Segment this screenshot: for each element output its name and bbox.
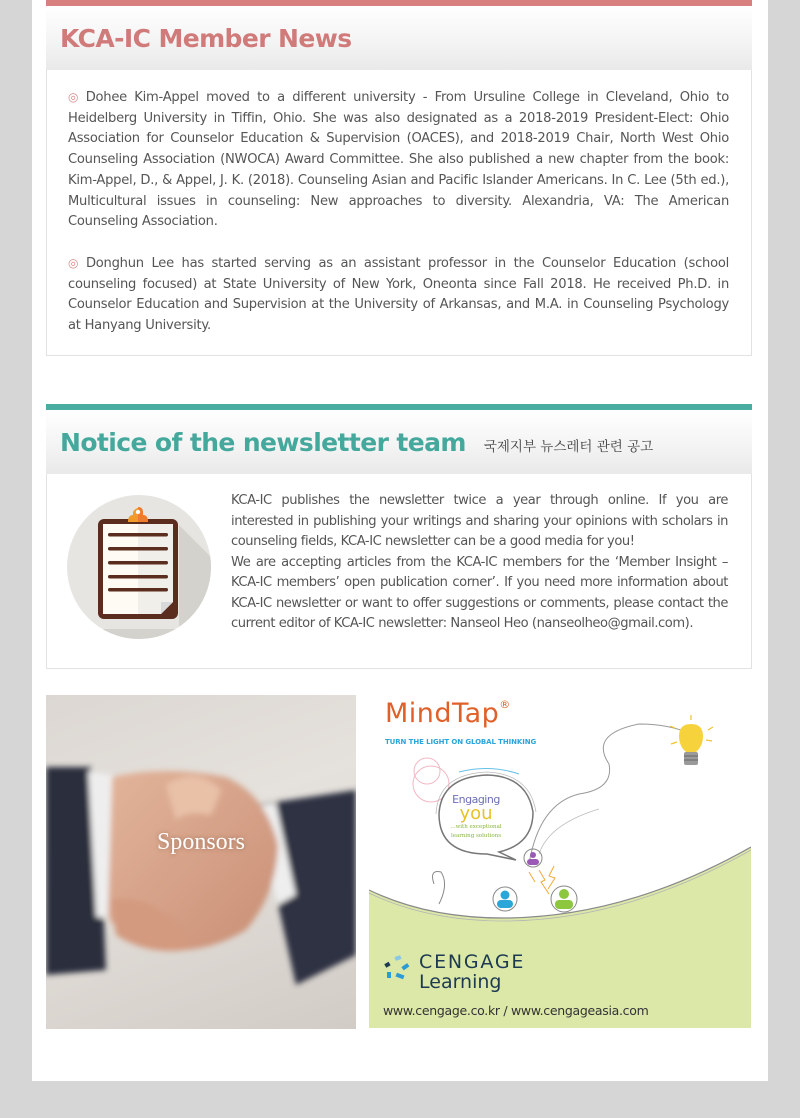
cengage-name: CENGAGE	[419, 951, 526, 973]
news-item-text: Donghun Lee has started serving as an assistant professor in the Counselor Education (school counseling focused) at State University of New York, Oneonta since Fall 2018. He received Ph.D. in Counselor Education and Supervision at the University of Arkansas, and M.A. in Counseling Psychology at Hanyang University.	[68, 255, 729, 334]
bubble-line2: learning solutions	[450, 833, 502, 839]
notice-title: Notice of the newsletter team	[60, 427, 466, 457]
mindtap-brand: MindTap	[385, 698, 500, 729]
bubble-engaging: Engaging	[452, 793, 500, 806]
notice-header	[46, 410, 752, 474]
sponsors-handshake-image[interactable]	[46, 695, 356, 1029]
bullet-icon: ◎	[68, 90, 82, 104]
member-news-header	[46, 6, 752, 70]
registered-mark: ®	[499, 698, 511, 711]
mindtap-cengage-ad[interactable]	[369, 694, 751, 1028]
sponsors-label: Sponsors	[156, 829, 246, 855]
member-news-title: KCA-IC Member News	[60, 23, 352, 53]
mindtap-logo	[385, 698, 511, 729]
notice-section	[46, 404, 752, 669]
member-news-body	[46, 70, 752, 356]
notice-text	[231, 491, 728, 635]
bubble-you: you	[459, 803, 493, 824]
cengage-logo	[383, 952, 525, 992]
newsletter-page	[32, 0, 768, 1081]
member-news-section	[46, 0, 752, 356]
cengage-url-link[interactable]: www.cengage.co.kr / www.cengageasia.com	[383, 1003, 649, 1018]
mindtap-tagline: TURN THE LIGHT ON GLOBAL THINKING	[385, 738, 537, 746]
notice-body	[46, 474, 752, 669]
cengage-learning: Learning	[419, 971, 502, 993]
bullet-icon: ◎	[68, 255, 82, 270]
engaging-you-bubble	[441, 793, 511, 840]
notice-paragraph: KCA-IC publishes the newsletter twice a year through online. If you are interested in publishing your writings and sharing your opinions with scholars in counseling fields, KCA-IC newsletter can be a good media for you!	[231, 493, 728, 549]
notice-paragraph: We are accepting articles from the KCA-IC members for the ‘Member Insight –KCA-IC members’ open publication corner’. If you need more information about KCA-IC newsletter or want to offer suggestions or comments, please contact the current editor of KCA-IC newsletter: Nanseol Heo (nanseolheo@gmail.com).	[231, 554, 728, 631]
clipboard-icon	[67, 495, 211, 639]
news-item	[68, 87, 729, 233]
news-item	[68, 253, 729, 337]
bubble-line1: ...with exceptional	[450, 824, 502, 830]
notice-subtitle-korean: 국제지부 뉴스레터 관련 공고	[483, 439, 654, 455]
news-item-text: Dohee Kim-Appel moved to a different university - From Ursuline College in Cleveland, Ohio to Heidelberg University in Tiffin, Ohio. She was also designated as a 2018-2019 President-Elect: Ohio Association for Counselor Education & Supervision (OACES), and 2018-2019 Chair, North West Ohio Counseling Association (NWOCA) Award Committee. She also published a new chapter from the book: Kim-Appel, D., & Appel, J. K. (2018). Counseling Asian and Pacific Islander Americans. In C. Lee (5th ed.), Multicultural issues in counseling: New approaches to diversity. Alexandria, VA: The American Counseling Association.	[68, 90, 729, 230]
